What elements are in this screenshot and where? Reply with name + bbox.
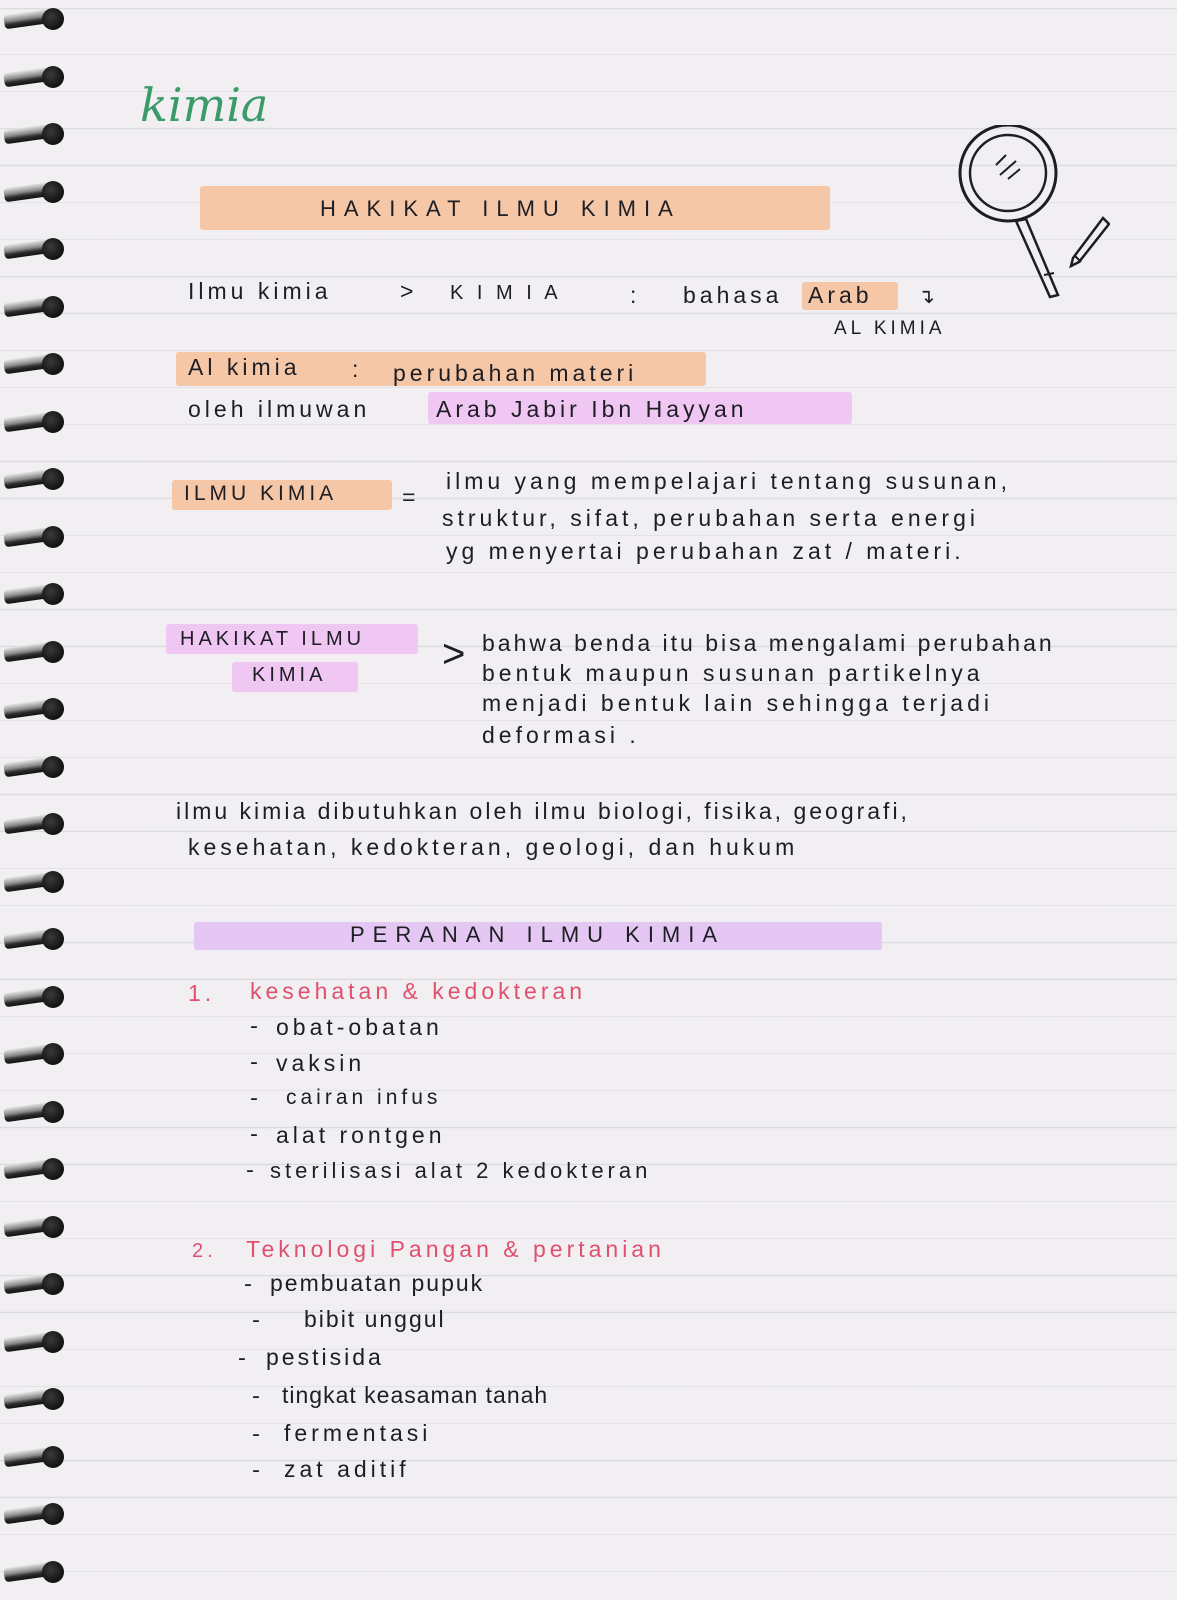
origin-term: Ilmu kimia (188, 278, 332, 304)
role-title-2: Teknologi Pangan & pertanian (246, 1236, 665, 1262)
spiral-ring (4, 1214, 62, 1244)
spiral-ring (4, 1099, 62, 1129)
hakikat-line-4: deformasi . (482, 722, 640, 748)
list-item: pembuatan pupuk (270, 1270, 485, 1296)
definition-line-2: struktur, sifat, perubahan serta energi (442, 505, 979, 531)
spiral-ring (4, 639, 62, 669)
list-dash: - (238, 1346, 246, 1371)
spiral-ring (4, 811, 62, 841)
section-heading: HAKIKAT ILMU KIMIA (320, 196, 681, 221)
spiral-ring (4, 581, 62, 611)
list-item: tingkat keasaman tanah (282, 1382, 549, 1408)
list-item: vaksin (276, 1050, 366, 1076)
spiral-ring (4, 1386, 62, 1416)
origin-language: bahasa (683, 282, 783, 308)
spiral-ring (4, 294, 62, 324)
spiral-ring (4, 466, 62, 496)
list-item: sterilisasi alat 2 kedokteran (270, 1158, 652, 1183)
spiral-ring (4, 409, 62, 439)
origin-arrow: > (400, 278, 418, 304)
list-item: obat-obatan (276, 1014, 443, 1040)
spiral-ring (4, 696, 62, 726)
list-dash: - (252, 1458, 260, 1483)
spiral-ring (4, 926, 62, 956)
page-title: kimia (140, 78, 269, 132)
hakikat-term-line-2: KIMIA (252, 664, 327, 686)
pencil-icon (1065, 212, 1110, 272)
list-item: cairan infus (286, 1086, 442, 1109)
hakikat-line-1: bahwa benda itu bisa mengalami perubahan (482, 630, 1055, 656)
origin-colon: : (630, 282, 641, 308)
hakikat-line-3: menjadi bentuk lain sehingga terjadi (482, 690, 993, 716)
definition-line-3: yg menyertai perubahan zat / materi. (446, 538, 965, 564)
role-title-1: kesehatan & kedokteran (250, 978, 587, 1004)
list-item: alat rontgen (276, 1122, 446, 1148)
hakikat-term-line-1: HAKIKAT ILMU (180, 628, 366, 650)
list-item: pestisida (266, 1344, 384, 1370)
hakikat-line-2: bentuk maupun susunan partikelnya (482, 660, 984, 686)
spiral-binding (0, 0, 70, 1600)
needed-by-line-1: ilmu kimia dibutuhkan oleh ilmu biologi, fisika, geografi, (176, 798, 910, 824)
list-dash: - (250, 1086, 258, 1111)
list-item: fermentasi (284, 1420, 432, 1446)
list-dash: - (244, 1272, 252, 1297)
spiral-ring (4, 524, 62, 554)
spiral-ring (4, 1041, 62, 1071)
spiral-ring (4, 1271, 62, 1301)
spiral-ring (4, 1501, 62, 1531)
spiral-ring (4, 1444, 62, 1474)
origin-word: K I M I A (450, 282, 562, 304)
list-dash: - (250, 1122, 258, 1147)
alkimia-by: oleh ilmuwan (188, 396, 371, 422)
needed-by-line-2: kesehatan, kedokteran, geologi, dan hukum (188, 834, 799, 860)
spiral-ring (4, 1329, 62, 1359)
spiral-ring (4, 236, 62, 266)
spiral-ring (4, 6, 62, 36)
origin-language-highlight: Arab (808, 282, 873, 308)
spiral-ring (4, 1559, 62, 1589)
spiral-ring (4, 869, 62, 899)
spiral-ring (4, 121, 62, 151)
list-dash: - (250, 1014, 258, 1039)
alkimia-separator: : (352, 356, 363, 382)
spiral-ring (4, 754, 62, 784)
definition-line-1: ilmu yang mempelajari tentang susunan, (446, 468, 1011, 494)
spiral-ring (4, 351, 62, 381)
note-arrow: ↴ (918, 286, 939, 308)
list-item: bibit unggul (304, 1306, 446, 1332)
origin-note: AL KIMIA (834, 318, 946, 339)
list-dash: - (252, 1422, 260, 1447)
list-dash: - (252, 1308, 260, 1333)
list-dash: - (246, 1158, 254, 1183)
spiral-ring (4, 179, 62, 209)
definition-equals: = (402, 484, 420, 510)
alkimia-term: Al kimia (188, 354, 301, 380)
spiral-ring (4, 1156, 62, 1186)
role-number-2: 2. (192, 1240, 217, 1262)
list-dash: - (252, 1384, 260, 1409)
hakikat-bracket: > (442, 632, 470, 676)
section-heading-2: PERANAN ILMU KIMIA (350, 922, 726, 947)
spiral-ring (4, 984, 62, 1014)
definition-term: ILMU KIMIA (184, 482, 338, 505)
alkimia-scientist: Arab Jabir Ibn Hayyan (436, 396, 748, 422)
spiral-ring (4, 64, 62, 94)
list-item: zat aditif (284, 1456, 410, 1482)
list-dash: - (250, 1050, 258, 1075)
role-number-1: 1. (188, 980, 216, 1006)
alkimia-meaning: perubahan materi (393, 360, 638, 386)
